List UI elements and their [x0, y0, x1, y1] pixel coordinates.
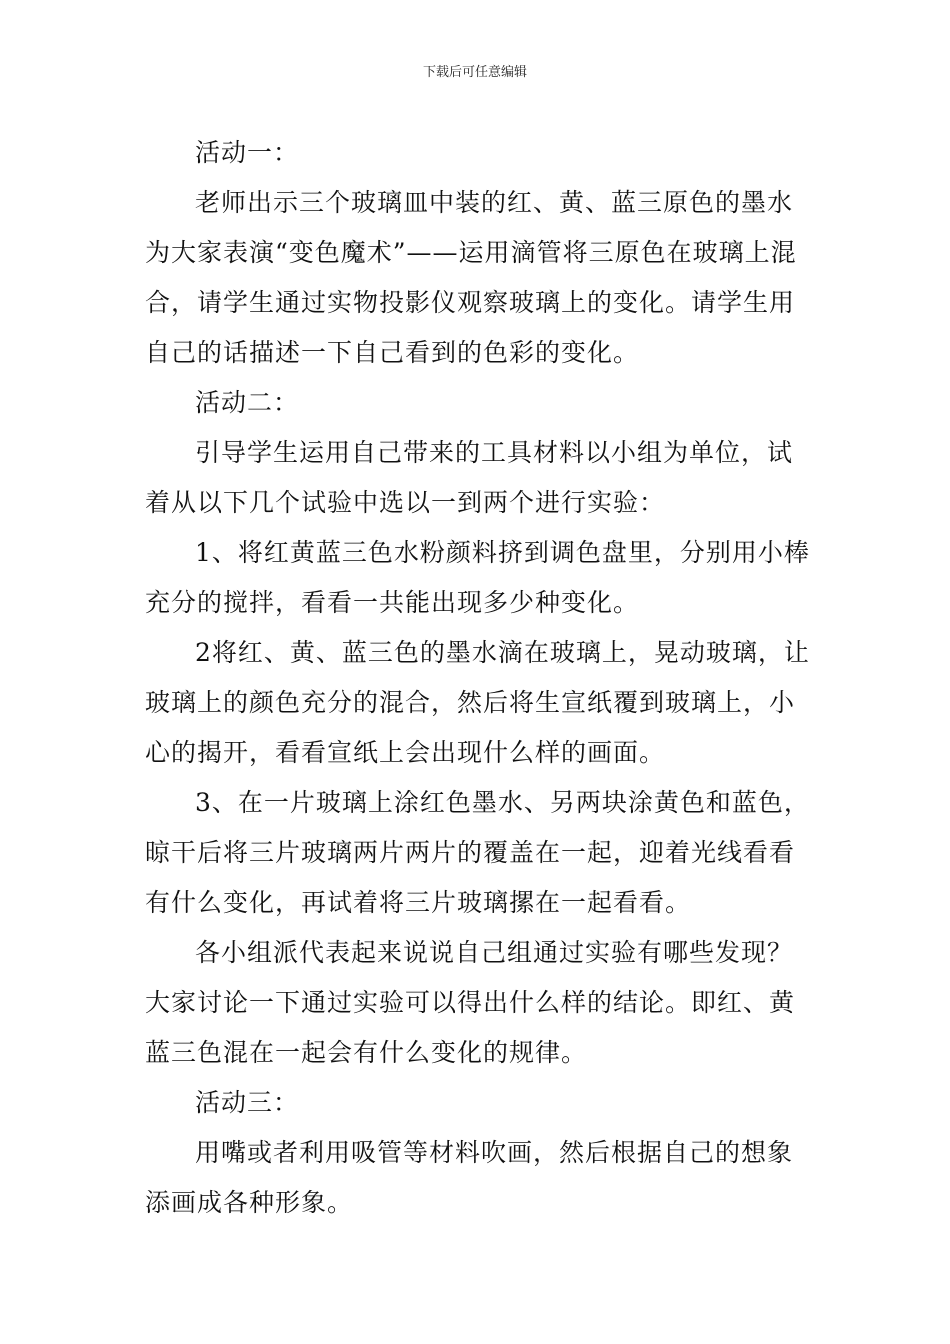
document-body	[145, 128, 810, 1228]
paragraph-experiment-1: 1、将红黄蓝三色水粉颜料挤到调色盘里，分别用小棒充分的搅拌，看看一共能出现多少种变化。	[145, 538, 810, 617]
paragraph-experiment-3: 3、在一片玻璃上涂红色墨水、另两块涂黄色和蓝色，晾干后将三片玻璃两片两片的覆盖在一起，迎着光线看看有什么变化，再试着将三片玻璃摞在一起看看。	[145, 788, 810, 917]
paragraph-group-discussion: 各小组派代表起来说说自己组通过实验有哪些发现？大家讨论一下通过实验可以得出什么样的结论。即红、黄蓝三色混在一起会有什么变化的规律。	[145, 938, 796, 1067]
heading-activity-one: 活动一：	[195, 138, 300, 167]
paragraph-activity-one: 老师出示三个玻璃皿中装的红、黄、蓝三原色的墨水为大家表演“变色魔术”——运用滴管将三原色在玻璃上混合，请学生通过实物投影仪观察玻璃上的变化。请学生用自己的话描述一下自己看到的色彩的变化。	[145, 188, 797, 367]
heading-activity-three: 活动三：	[195, 1088, 300, 1117]
paragraph-activity-three: 用嘴或者利用吸管等材料吹画，然后根据自己的想象添画成各种形象。	[145, 1138, 794, 1217]
paragraph-activity-two-intro: 引导学生运用自己带来的工具材料以小组为单位，试着从以下几个试验中选以一到两个进行实验：	[145, 438, 794, 517]
paragraph-experiment-2: 2将红、黄、蓝三色的墨水滴在玻璃上，晃动玻璃，让玻璃上的颜色充分的混合，然后将生宣纸覆到玻璃上，小心的揭开，看看宣纸上会出现什么样的画面。	[145, 638, 810, 767]
page-header-note: 下载后可任意编辑	[422, 65, 527, 80]
heading-activity-two: 活动二：	[195, 388, 300, 417]
